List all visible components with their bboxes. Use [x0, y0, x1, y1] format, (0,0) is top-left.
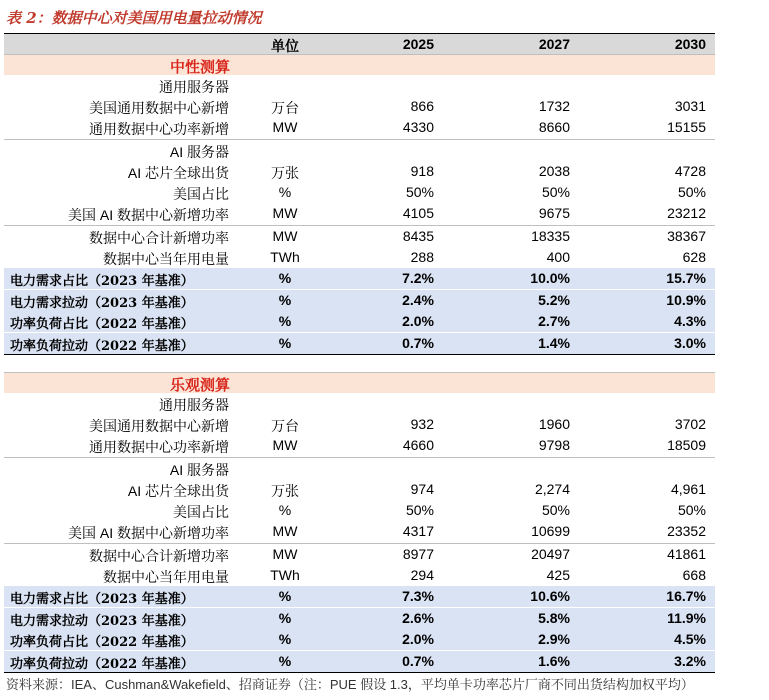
row-label: 通用数据中心功率新增: [89, 439, 229, 455]
value-2025: 974: [410, 481, 434, 497]
table-row: [4, 565, 715, 586]
value-2027: 9798: [538, 437, 570, 453]
table-row: [4, 96, 715, 117]
table-row: [4, 435, 715, 456]
row-label: 通用数据中心功率新增: [89, 121, 229, 137]
row-unit: TWh: [270, 567, 300, 583]
value-2030: 16.7%: [666, 588, 706, 604]
value-2030: 4728: [674, 163, 706, 179]
section-header-optimistic: [4, 372, 715, 393]
table-row: [4, 140, 715, 161]
value-2027: 2.7%: [538, 313, 570, 329]
row-label: 美国 AI 数据中心新增功率: [67, 525, 229, 541]
value-2027: 5.2%: [538, 291, 570, 308]
value-2027: 50%: [541, 184, 570, 200]
summary-row: [4, 629, 715, 650]
row-label: AI 芯片全球出货: [127, 483, 229, 499]
value-2030: 18509: [667, 437, 706, 453]
value-2030: 4,961: [670, 481, 706, 497]
value-2025: 7.3%: [402, 588, 434, 604]
table-row: [4, 458, 715, 479]
value-2030: 38367: [667, 228, 706, 244]
row-label: AI 芯片全球出货: [127, 165, 229, 181]
value-2025: 50%: [405, 502, 434, 518]
row-unit: %: [278, 502, 292, 518]
section-header-neutral: [4, 54, 715, 75]
section-title: 乐观测算: [170, 376, 231, 394]
value-2030: 11.9%: [667, 609, 706, 626]
value-2025: 4330: [402, 119, 434, 135]
summary-row: [4, 586, 715, 607]
row-unit: MW: [272, 228, 298, 244]
value-2025: 0.7%: [402, 652, 434, 669]
value-2030: 23212: [667, 205, 706, 221]
value-2025: 4660: [402, 437, 434, 453]
value-2025: 932: [410, 416, 434, 432]
table-row: [4, 203, 715, 224]
value-2027: 18335: [531, 228, 570, 244]
summary-row: [4, 333, 715, 354]
summary-row: [4, 651, 715, 672]
row-label: 美国通用数据中心新增: [89, 418, 229, 434]
value-2027: 1960: [538, 416, 570, 432]
value-2025: 918: [410, 163, 434, 179]
value-2025: 8435: [402, 228, 434, 244]
table-row: [4, 500, 715, 521]
summary-unit: %: [278, 334, 292, 351]
row-label: AI 服务器: [169, 144, 229, 160]
summary-unit: %: [278, 270, 292, 286]
value-2027: 9675: [538, 205, 570, 221]
value-2027: 10.0%: [530, 270, 570, 286]
value-2030: 3.0%: [674, 334, 706, 351]
value-2025: 2.0%: [402, 631, 434, 647]
value-2025: 4105: [402, 205, 434, 221]
row-label: 数据中心合计新增功率: [89, 548, 229, 564]
value-2030: 23352: [667, 523, 706, 539]
table-row: [4, 247, 715, 268]
source-note: 资料来源：IEA、Cushman&Wakefield、招商证券（注：PUE 假设 1.3，平均单卡功率芯片厂商不同出货结构加权平均）: [6, 677, 694, 692]
row-unit: MW: [272, 119, 298, 135]
value-2025: 2.4%: [402, 291, 434, 308]
summary-unit: %: [278, 631, 292, 647]
summary-label: 电力需求拉动（2023 年基准）: [10, 295, 194, 311]
value-2027: 400: [546, 249, 570, 265]
row-label: 数据中心合计新增功率: [89, 230, 229, 246]
value-2027: 8660: [538, 119, 570, 135]
table-row: [4, 161, 715, 182]
value-2027: 425: [546, 567, 570, 583]
table-row: [4, 393, 715, 414]
table-row: [4, 226, 715, 247]
summary-label: 功率负荷拉动（2022 年基准）: [10, 338, 194, 354]
value-2027: 1732: [538, 98, 570, 114]
row-unit: MW: [272, 205, 298, 221]
value-2025: 4317: [402, 523, 434, 539]
row-label: 通用服务器: [159, 397, 229, 413]
summary-label: 电力需求占比（2023 年基准）: [10, 592, 194, 607]
value-2025: 50%: [405, 184, 434, 200]
value-2030: 50%: [677, 502, 706, 518]
table-row: [4, 479, 715, 500]
value-2027: 2.9%: [538, 631, 570, 647]
row-label: 美国通用数据中心新增: [89, 100, 229, 116]
row-label: 美国占比: [173, 186, 229, 202]
row-label: 美国 AI 数据中心新增功率: [67, 207, 229, 223]
value-2027: 20497: [531, 546, 570, 562]
value-2025: 2.0%: [402, 313, 434, 329]
value-2030: 50%: [677, 184, 706, 200]
value-2030: 668: [682, 567, 706, 583]
value-2030: 3.2%: [674, 652, 706, 669]
row-unit: 万台: [271, 100, 299, 116]
summary-label: 电力需求拉动（2023 年基准）: [10, 613, 194, 629]
value-2025: 866: [410, 98, 434, 114]
row-label: 数据中心当年用电量: [103, 251, 229, 267]
table-row: [4, 182, 715, 203]
header-2025: 2025: [402, 36, 434, 52]
row-unit: MW: [272, 437, 298, 453]
header-2027: 2027: [538, 36, 570, 52]
summary-row: [4, 311, 715, 332]
row-unit: %: [278, 184, 292, 200]
table-row: [4, 117, 715, 138]
row-unit: TWh: [270, 249, 300, 265]
value-2027: 10.6%: [530, 588, 570, 604]
summary-label: 功率负荷占比（2022 年基准）: [10, 635, 194, 650]
summary-unit: %: [278, 652, 292, 669]
value-2030: 4.3%: [674, 313, 706, 329]
value-2025: 288: [410, 249, 434, 265]
summary-unit: %: [278, 609, 292, 626]
value-2030: 15.7%: [666, 270, 706, 286]
value-2030: 3031: [674, 98, 706, 114]
value-2027: 1.6%: [538, 652, 570, 669]
value-2027: 50%: [541, 502, 570, 518]
value-2027: 5.8%: [538, 609, 570, 626]
row-unit: 万张: [271, 165, 299, 181]
value-2030: 628: [682, 249, 706, 265]
table-header: [4, 34, 715, 54]
value-2027: 10699: [531, 523, 570, 539]
row-label: 美国占比: [173, 504, 229, 520]
summary-label: 功率负荷拉动（2022 年基准）: [10, 656, 194, 672]
row-label: AI 服务器: [169, 462, 229, 478]
value-2030: 41861: [667, 546, 706, 562]
value-2027: 1.4%: [538, 334, 570, 351]
value-2030: 15155: [667, 119, 706, 135]
summary-unit: %: [278, 588, 292, 604]
summary-unit: %: [278, 291, 292, 308]
row-separator: [4, 354, 715, 355]
header-2030: 2030: [674, 36, 706, 52]
summary-row: [4, 608, 715, 629]
table-row: [4, 75, 715, 96]
value-2027: 2038: [538, 163, 570, 179]
value-2030: 3702: [674, 416, 706, 432]
row-separator: [4, 672, 715, 673]
summary-label: 电力需求占比（2023 年基准）: [10, 274, 194, 289]
value-2030: 10.9%: [666, 291, 706, 308]
summary-row: [4, 268, 715, 289]
value-2025: 8977: [402, 546, 434, 562]
table-row: [4, 521, 715, 542]
table-row: [4, 414, 715, 435]
section-title: 中性测算: [170, 58, 231, 76]
row-label: 数据中心当年用电量: [103, 569, 229, 585]
value-2025: 2.6%: [402, 609, 434, 626]
value-2025: 7.2%: [402, 270, 434, 286]
table-row: [4, 544, 715, 565]
value-2025: 294: [410, 567, 434, 583]
summary-unit: %: [278, 313, 292, 329]
table-caption: 表 2：数据中心对美国用电量拉动情况: [6, 9, 262, 27]
row-unit: 万张: [271, 483, 299, 499]
value-2030: 4.5%: [674, 631, 706, 647]
row-label: 通用服务器: [159, 79, 229, 95]
row-unit: MW: [272, 546, 298, 562]
row-unit: MW: [272, 523, 298, 539]
header-unit: 单位: [271, 38, 299, 54]
summary-row: [4, 290, 715, 311]
value-2027: 2,274: [534, 481, 570, 497]
row-unit: 万台: [271, 418, 299, 434]
summary-label: 功率负荷占比（2022 年基准）: [10, 317, 194, 332]
value-2025: 0.7%: [402, 334, 434, 351]
